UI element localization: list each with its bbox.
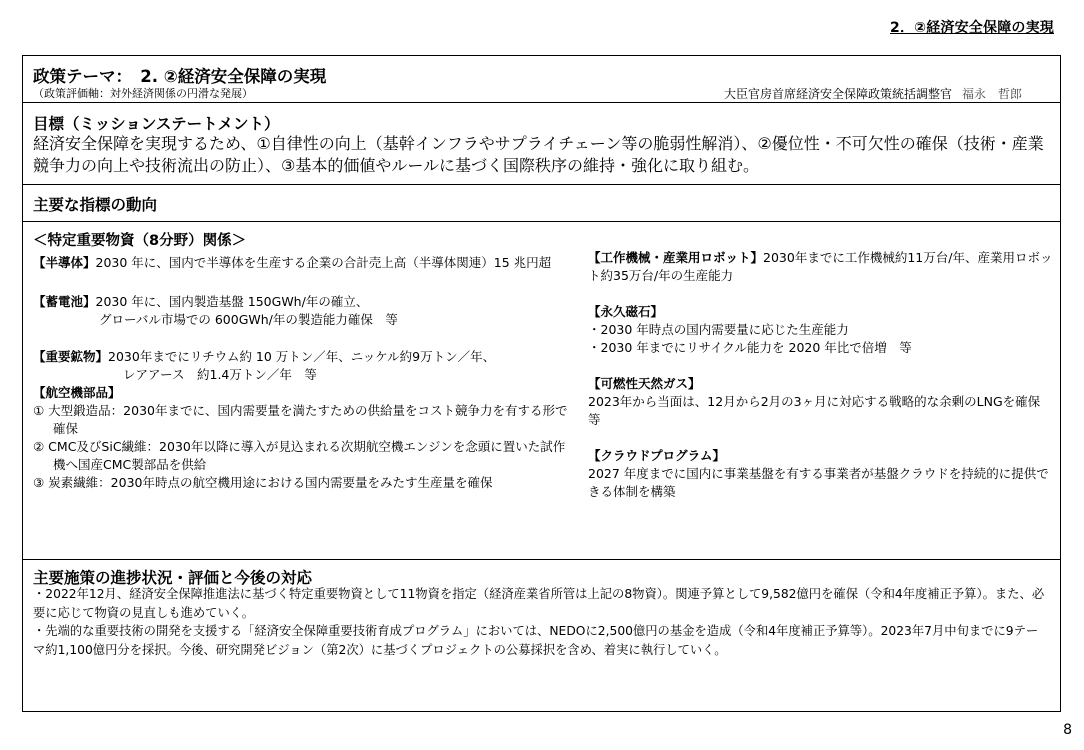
indicators-heading: 主要な指標の動向 bbox=[33, 196, 158, 214]
page-header-title: 2．②経済安全保障の実現 bbox=[890, 20, 1054, 36]
semiconductor-text: 2030 年に、国内で半導体を生産する企業の合計売上高（半導体関連）15 兆円超 bbox=[95, 255, 552, 270]
magnet-item: ・2030 年までにリサイクル能力を 2020 年比で倍増 等 bbox=[588, 340, 912, 355]
page-number: 8 bbox=[1063, 722, 1072, 738]
aircraft-label: 【航空機部品】 bbox=[33, 385, 121, 400]
machine-label: 【工作機械・産業用ロボット】 bbox=[588, 250, 764, 265]
indicators-category: ＜特定重要物資（8分野）関係＞ bbox=[33, 233, 247, 249]
aircraft-item: ① 大型鍛造品：2030年までに、国内需要量を満たすための供給量をコスト競争力を有する形で確保 bbox=[33, 403, 568, 436]
goal-text: 経済安全保障を実現するため、①自律性の向上（基幹インフラやサプライチェーン等の脆弱性解消）、②優位性・不可欠性の確保（技術・産業競争力の向上や技術流出の防止）、③基本的価値やルールに基づく国際秩序の維持・強化に取り組む。 bbox=[33, 134, 1044, 175]
battery-text-1: 2030 年に、国内製造基盤 150GWh/年の確立、 bbox=[95, 294, 369, 309]
progress-text bbox=[33, 585, 1048, 659]
magnet-indicator bbox=[588, 303, 1053, 357]
gas-label: 【可燃性天然ガス】 bbox=[588, 376, 701, 391]
policy-sheet bbox=[22, 55, 1061, 712]
machine-indicator bbox=[588, 249, 1053, 285]
battery-indicator bbox=[33, 293, 573, 329]
indicators-right-column bbox=[588, 249, 1053, 501]
indicators-section bbox=[23, 222, 1060, 560]
aircraft-item: ③ 炭素繊維：2030年時点の航空機用途における国内需要量をみたす生産量を確保 bbox=[33, 475, 493, 490]
goal-section bbox=[23, 103, 1060, 185]
indicators-left-column bbox=[33, 232, 573, 492]
theme-section bbox=[23, 56, 1060, 103]
cloud-label: 【クラウドプログラム】 bbox=[588, 448, 726, 463]
semiconductor-indicator bbox=[33, 254, 573, 272]
aircraft-indicator bbox=[33, 384, 573, 492]
progress-paragraph: ・先端的な重要技術の開発を支援する「経済安全保障重要技術育成プログラム」においては、NEDOに2,500億円の基金を造成（令和4年度補正予算等）。2023年7月中旬までに9テーマ約1,100億円分を採択。今後、研究開発ビジョン（第2次）に基づくプロジェクトの公募採択を含め、着実に執行していく。 bbox=[33, 624, 1039, 657]
minerals-indicator bbox=[33, 348, 573, 384]
battery-label: 【蓄電池】 bbox=[33, 294, 96, 309]
responsible-official bbox=[724, 85, 1022, 102]
cloud-indicator bbox=[588, 447, 1053, 501]
cloud-text: 2027 年度までに国内に事業基盤を有する事業者が基盤クラウドを持続的に提供できる体制を構築 bbox=[588, 466, 1049, 499]
machine-text: 2030年までに工作機械約11万台/年、産業用ロボット約35万台/年の生産能力 bbox=[588, 250, 1053, 283]
goal-heading: 目標（ミッションステートメント） bbox=[33, 115, 280, 133]
theme-subtitle: （政策評価軸：対外経済関係の円滑な発展） bbox=[33, 87, 253, 100]
indicators-heading-section bbox=[23, 185, 1060, 222]
minerals-label: 【重要鉱物】 bbox=[33, 349, 109, 364]
official-title: 大臣官房首席経済安全保障政策統括調整官 bbox=[723, 87, 952, 101]
theme-title: 政策テーマ： 2. ②経済安全保障の実現 bbox=[33, 67, 327, 86]
minerals-text-2: レアアース 約1.4万トン／年 等 bbox=[123, 367, 317, 382]
gas-indicator bbox=[588, 375, 1053, 429]
official-name: 福永 哲郎 bbox=[961, 87, 1022, 101]
progress-heading: 主要施策の進捗状況・評価と今後の対応 bbox=[33, 569, 313, 587]
minerals-text-1: 2030年までにリチウム約 10 万トン／年、ニッケル約9万トン／年、 bbox=[108, 349, 496, 364]
semiconductor-label: 【半導体】 bbox=[33, 255, 96, 270]
battery-text-2: グローバル市場での 600GWh/年の製造能力確保 等 bbox=[99, 312, 398, 327]
gas-text: 2023年から当面は、12月から2月の3ヶ月に対応する戦略的な余剰のLNGを確保 等 bbox=[588, 394, 1053, 427]
magnet-label: 【永久磁石】 bbox=[588, 304, 664, 319]
aircraft-item: ② CMC及びSiC繊維：2030年以降に導入が見込まれる次期航空機エンジンを念頭に置いた試作機へ国産CMC製部品を供給 bbox=[33, 439, 566, 472]
progress-section bbox=[23, 560, 1060, 711]
progress-paragraph: ・2022年12月、経済安全保障推進法に基づく特定重要物資として11物資を指定（経済産業省所管は上記の8物資）。関連予算として9,582億円を確保（令和4年度補正予算）。また、必要に応じて物資の見直しも進めていく。 bbox=[33, 587, 1045, 620]
magnet-item: ・2030 年時点の国内需要量に応じた生産能力 bbox=[588, 322, 849, 337]
